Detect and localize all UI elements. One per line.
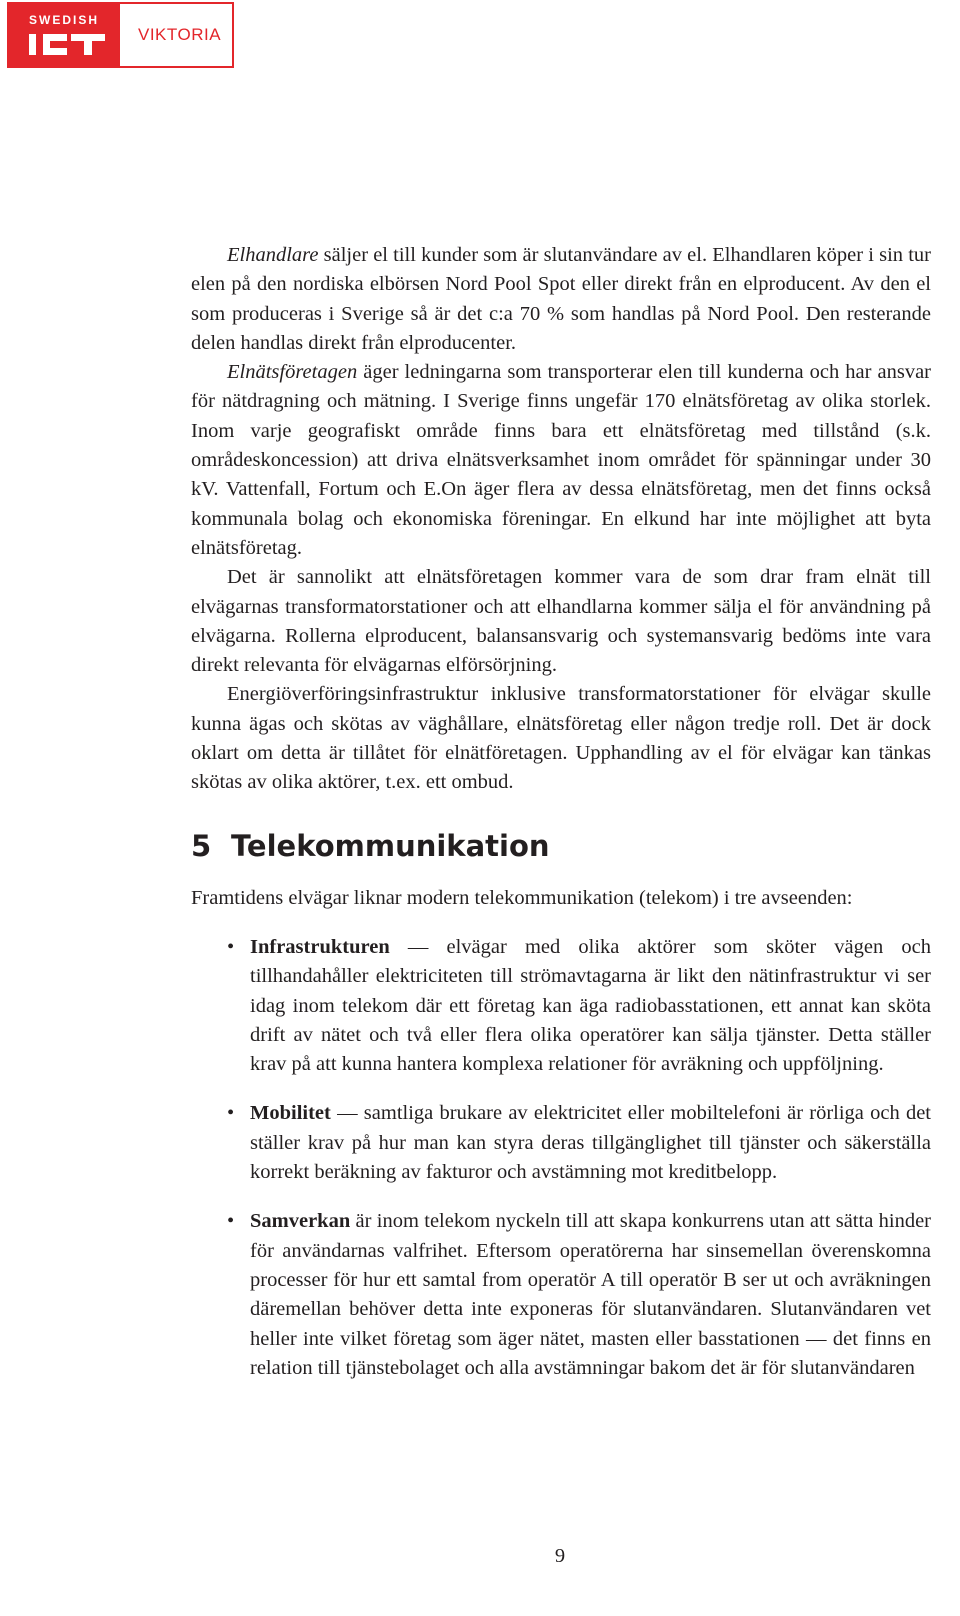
logo-ict-mark (27, 31, 109, 57)
bullet-term: Samverkan (250, 1210, 351, 1233)
logo-side-word: VIKTORIA (138, 25, 222, 44)
bullet-term: Infrastrukturen (250, 935, 390, 958)
bullet-term: Mobilitet (250, 1102, 331, 1125)
section-number: 5 (191, 828, 212, 863)
bullet-list (191, 933, 931, 1383)
logo-white-block (120, 4, 232, 66)
document-body (191, 241, 931, 1403)
list-item (191, 1099, 931, 1187)
paragraph-infrastructure: Energiöverföringsinfrastruktur inklusive transformatorstationer för elvägar skulle kunna ägas och skötas av väghållare, elnätsföretag eller någon tredje roll. Det är dock oklart om detta är tillåtet för elnätföretagen. Upphandling av el för elvägar kan tänkas skötas av olika aktörer, t.ex. ett ombud. (191, 683, 931, 794)
list-item (191, 1207, 931, 1383)
section-intro: Framtidens elvägar liknar modern telekommunikation (telekom) i tre avseenden: (191, 886, 853, 909)
term-elnatsforetagen: Elnätsföretagen (227, 361, 358, 384)
logo-red-block (9, 4, 120, 66)
bullet-text: — samtliga brukare av elektricitet eller mobiltelefoni är rörliga och det ställer krav på hur man kan styra deras tillgänglighet till tjänster och säkerställa korrekt beräkning av fakturor och avstämning mot kreditbelopp. (250, 1102, 931, 1184)
bullet-text: är inom telekom nyckeln till att skapa konkurrens utan att sätta hinder för användarnas valfrihet. Eftersom operatörerna har sinsemellan överenskomna processer för hur ett samtal from operatör A till operatör B ser ut och avräkningen däremellan behöver detta inte exponeras för slutanvändaren. Slutanvändaren vet heller inte vilket företag som äger nätet, masten eller basstationen — det finns en relation till tjänstebolaget och alla avstämningar bakom det är för slutanvändaren (250, 1210, 931, 1379)
paragraph-elhandlare (191, 241, 931, 358)
page-number: 9 (554, 1545, 566, 1567)
bullet-text: — elvägar med olika aktörer som sköter vägen och tillhandahåller elektriciteten till strömavtagarna är likt den nätinfrastruktur vi ser idag inom telekom där ett företag kan äga radiobasstationen, ett annat kan sköta drift av nätet och två eller flera olika operatörer kan sälja tjänster. Detta ställer krav på att kunna hantera komplexa relationer för avräkning och uppföljning. (250, 935, 931, 1076)
paragraph-text: säljer el till kunder som är slutanvändare av el. Elhandlaren köper i sin tur elen på den nordiska elbörsen Nord Pool Spot eller direkt från en elproducent. Av den el som produceras i Sverige så är det c:a 70 % som handlas på Nord Pool. Den resterande delen handlas direkt från elproducenter. (191, 244, 931, 354)
term-elhandlare: Elhandlare (227, 244, 319, 266)
logo-top-word: SWEDISH (29, 13, 100, 27)
swedish-ict-viktoria-logo (7, 2, 234, 68)
paragraph-text: äger ledningarna som transporterar elen till kunderna och har ansvar för nätdragning och mätning. I Sverige finns ungefär 170 elnätsföretag av olika storlek. Inom varje geografiskt område finns bara ett elnätsföretag med tillstånd (s.k. områdeskoncession) att driva elnätsverksamhet inom området för spänningar under 30 kV. Vattenfall, Fortum och E.On äger flera av dessa elnätsföretag, men det finns också kommunala bolag och ekonomiska föreningar. En elkund har inte möjlighet att byta elnätsföretag. (191, 361, 931, 559)
paragraph-elnat-roles: Det är sannolikt att elnätsföretagen kommer vara de som drar fram elnät till elvägarnas transformatorstationer och att elhandlarna kommer sälja el för användning på elvägarna. Rollerna elproducent, balansansvarig och systemansvarig bedöms inte vara direkt relevanta för elvägarnas elförsörjning. (191, 566, 931, 677)
list-item (191, 933, 931, 1079)
section-title: Telekommunikation (231, 828, 550, 863)
section-heading (191, 828, 931, 864)
paragraph-elnatsforetagen (191, 358, 931, 563)
